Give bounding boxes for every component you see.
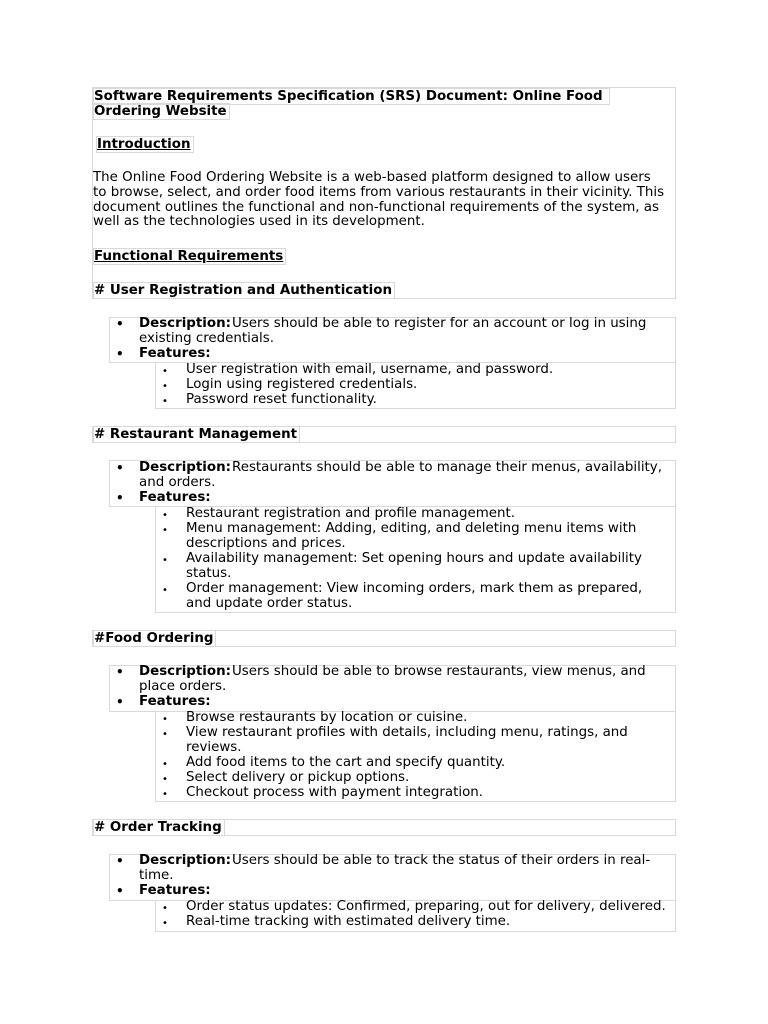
section-heading-user-registration: # User Registration and Authentication	[93, 282, 395, 299]
intro-paragraph-line1: The Online Food Ordering Website is a web-based platform designed to allow users	[93, 170, 651, 185]
features-label: Features:	[139, 346, 211, 361]
section-heading-order-tracking: # Order Tracking	[93, 819, 225, 836]
section2-feature-2-cont: descriptions and prices.	[186, 536, 346, 551]
sub-bullet-icon: •	[162, 759, 168, 770]
document-title-line1: Software Requirements Specification (SRS) Document: Online Food	[93, 88, 610, 105]
intro-paragraph-line2: to browse, select, and order food items from various restaurants in their vicinity. This	[93, 185, 665, 200]
section2-description-text: Restaurants should be able to manage their menus, availability,	[232, 460, 662, 475]
bullet-icon: •	[116, 491, 124, 505]
section3-feature-5: Checkout process with payment integration.	[186, 785, 483, 800]
description-label: Description:	[139, 853, 231, 868]
sub-bullet-icon: •	[162, 525, 168, 536]
sub-bullet-icon: •	[162, 789, 168, 800]
intro-paragraph-line3: document outlines the functional and non-functional requirements of the system, as	[93, 200, 659, 215]
section3-feature-4: Select delivery or pickup options.	[186, 770, 410, 785]
section3-feature-3: Add food items to the cart and specify quantity.	[186, 755, 506, 770]
section1-description-text-cont: existing credentials.	[139, 331, 275, 346]
features-label: Features:	[139, 694, 211, 709]
description-label: Description:	[139, 664, 231, 679]
section4-description-text: Users should be able to track the status of their orders in real-	[232, 853, 651, 868]
sub-bullet-icon: •	[162, 729, 168, 740]
introduction-heading: Introduction	[96, 136, 194, 153]
section4-description-text-cont: time.	[139, 868, 174, 883]
description-label: Description:	[139, 460, 231, 475]
section-heading-restaurant-management: # Restaurant Management	[93, 426, 300, 443]
section3-description-text-cont: place orders.	[139, 679, 227, 694]
functional-requirements-heading: Functional Requirements	[93, 248, 286, 265]
bullet-icon: •	[116, 884, 124, 898]
section1-feature-2: Login using registered credentials.	[186, 377, 418, 392]
bullet-icon: •	[116, 317, 124, 331]
section1-feature-3: Password reset functionality.	[186, 392, 377, 407]
section4-feature-2: Real-time tracking with estimated delivery time.	[186, 914, 511, 929]
section2-feature-4-cont: and update order status.	[186, 596, 353, 611]
sub-bullet-icon: •	[162, 366, 168, 377]
sub-bullet-icon: •	[162, 555, 168, 566]
sub-bullet-icon: •	[162, 903, 168, 914]
section3-feature-2: View restaurant profiles with details, including menu, ratings, and	[186, 725, 628, 740]
bullet-icon: •	[116, 854, 124, 868]
section2-feature-4: Order management: View incoming orders, mark them as prepared,	[186, 581, 643, 596]
section2-description-text-cont: and orders.	[139, 475, 216, 490]
section1-description-text: Users should be able to register for an account or log in using	[232, 316, 647, 331]
bullet-icon: •	[116, 695, 124, 709]
section3-feature-1: Browse restaurants by location or cuisine.	[186, 710, 468, 725]
sub-bullet-icon: •	[162, 918, 168, 929]
features-label: Features:	[139, 883, 211, 898]
sub-bullet-icon: •	[162, 585, 168, 596]
sub-bullet-icon: •	[162, 381, 168, 392]
section-heading-food-ordering: #Food Ordering	[93, 630, 216, 647]
section2-feature-3: Availability management: Set opening hours and update availability	[186, 551, 642, 566]
intro-paragraph-line4: well as the technologies used in its development.	[93, 214, 425, 229]
section1-feature-1: User registration with email, username, and password.	[186, 362, 554, 377]
sub-bullet-icon: •	[162, 510, 168, 521]
section3-feature-2-cont: reviews.	[186, 740, 242, 755]
sub-bullet-icon: •	[162, 396, 168, 407]
features-label: Features:	[139, 490, 211, 505]
section2-feature-3-cont: status.	[186, 566, 232, 581]
description-label: Description:	[139, 316, 231, 331]
document-title-line2: Ordering Website	[93, 103, 230, 120]
section3-description-text: Users should be able to browse restaurants, view menus, and	[232, 664, 646, 679]
bullet-icon: •	[116, 665, 124, 679]
section4-feature-1: Order status updates: Confirmed, preparing, out for delivery, delivered.	[186, 899, 666, 914]
bullet-icon: •	[116, 347, 124, 361]
section2-feature-2: Menu management: Adding, editing, and deleting menu items with	[186, 521, 637, 536]
sub-bullet-icon: •	[162, 774, 168, 785]
sub-bullet-icon: •	[162, 714, 168, 725]
bullet-icon: •	[116, 461, 124, 475]
section2-feature-1: Restaurant registration and profile management.	[186, 506, 516, 521]
